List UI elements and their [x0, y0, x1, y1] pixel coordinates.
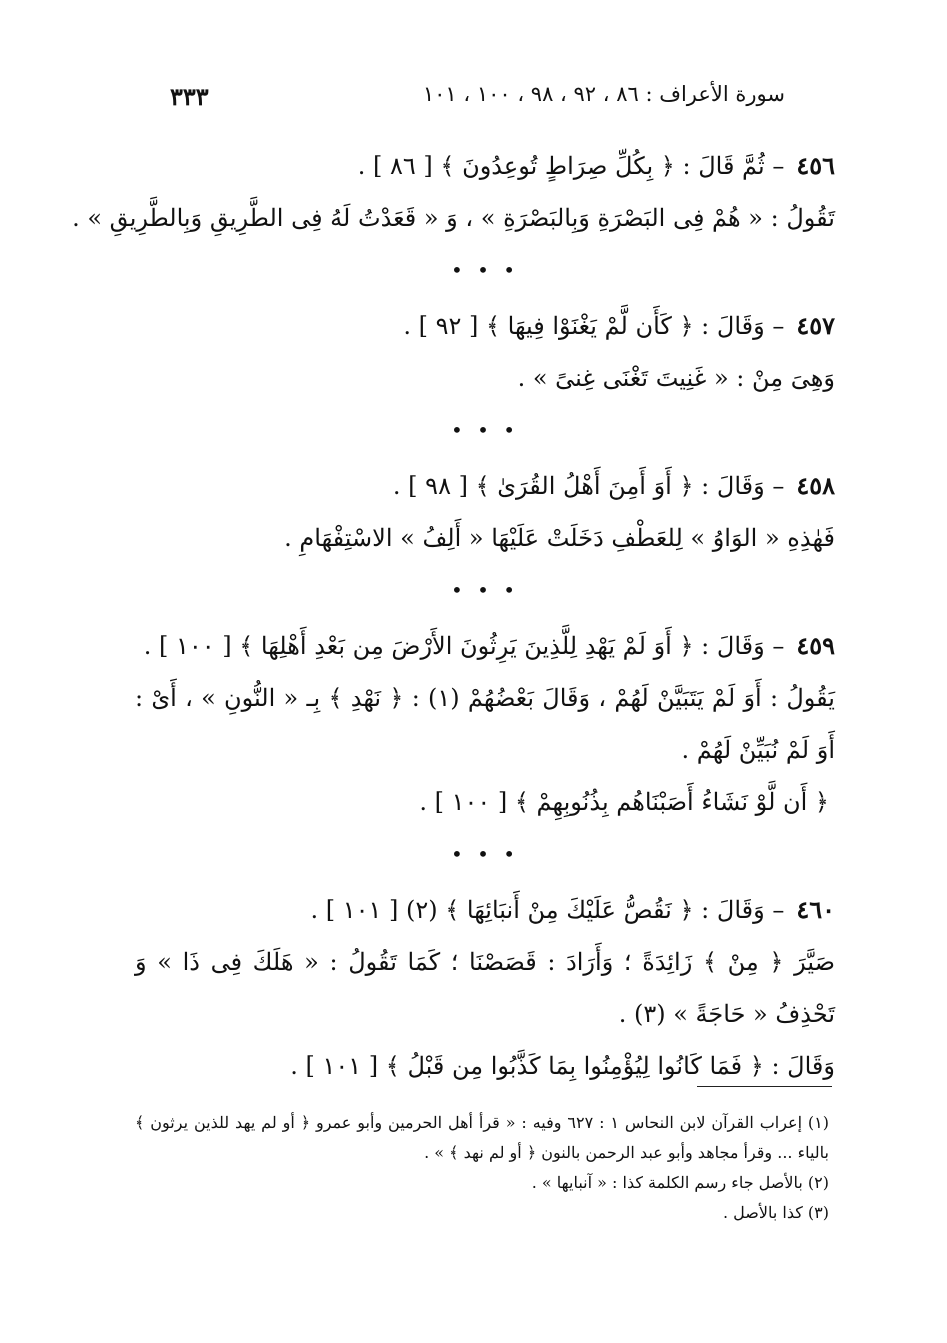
section-separator: • • • — [450, 258, 520, 282]
entry-title — [135, 884, 835, 936]
section-separator: • • • — [450, 578, 520, 602]
entry-number: ٤٦٠ — [796, 895, 835, 924]
entry-number: ٤٥٨ — [796, 471, 835, 500]
footnote: (٢) بالأصل جاء رسم الكلمة كذا : « آنبايها » . — [531, 1173, 829, 1192]
entry-title — [135, 300, 835, 352]
section-separator: • • • — [450, 418, 520, 442]
entry-title — [135, 620, 835, 672]
footnotes — [135, 1108, 829, 1228]
page-number: ٣٣٣ — [170, 82, 209, 111]
entry-text: وَقَالَ : ﴿ فَمَا كَانُوا لِيُؤْمِنُوا بِمَا كَذَّبُوا مِن قَبْلُ ﴾ [ ١٠١ ] . — [290, 1052, 835, 1080]
section-separator: • • • — [450, 842, 520, 866]
entry-number: ٤٥٧ — [796, 311, 835, 340]
entry-heading: – وَقَالَ : ﴿ نَقُصُّ عَلَيْكَ مِنْ أَنبَائِهَا ﴾ (٢) [ ١٠١ ] . — [310, 896, 785, 924]
entry-text: ﴿ أَن لَّوْ نَشَاءُ أَصَبْنَاهُم بِذُنُوبِهِمْ ﴾ [ ١٠٠ ] . — [419, 788, 829, 816]
entry-number: ٤٥٩ — [796, 631, 835, 660]
page-header — [150, 82, 785, 118]
footnote: (٣) كذا بالأصل . — [722, 1203, 829, 1222]
entry-text: صَيَّرَ ﴿ مِنْ ﴾ زَائِدَةً ؛ وَأَرَادَ : قَصَصْنَا ؛ كَمَا تَقُولُ : « هَلَكَ فِى ذَا » وَ تَحْذِفُ « حَاجَةً » (٣) . — [135, 948, 835, 1028]
entry-heading: – ثُمَّ قَالَ : ﴿ بِكُلِّ صِرَاطٍ تُوعِدُونَ ﴾ [ ٨٦ ] . — [357, 152, 785, 180]
entry-heading: – وَقَالَ : ﴿ كَأَن لَّمْ يَغْنَوْا فِيهَا ﴾ [ ٩٢ ] . — [403, 312, 785, 340]
entry-title — [135, 460, 835, 512]
footnote-divider — [697, 1086, 832, 1087]
entry-heading: – وَقَالَ : ﴿ أَوَ لَمْ يَهْدِ لِلَّذِينَ يَرِثُونَ الأَرْضَ مِن بَعْدِ أَهْلِهَا ﴾ [ ١٠٠ ] . — [143, 632, 785, 660]
entry-heading: – وَقَالَ : ﴿ أَوَ أَمِنَ أَهْلُ القُرَىٰ ﴾ [ ٩٨ ] . — [392, 472, 785, 500]
entry-number: ٤٥٦ — [796, 151, 835, 180]
entry-title — [135, 140, 835, 192]
entry-text: فَهٰذِهِ « الوَاوُ » لِلعَطْفِ دَخَلَتْ عَلَيْهَا « أَلِفُ » الاسْتِفْهَامِ . — [284, 524, 835, 552]
entry-text: وَهِىَ مِنْ : « غَنِيتَ تَغْنَى غِنىً » . — [517, 364, 835, 392]
main-text — [72, 140, 835, 1092]
footnote: (١) إعراب القرآن لابن النحاس ١ : ٦٢٧ وفيه : « قرأ أهل الحرمين وأبو عمرو ﴿ أو لم يهد للذين يرثون ﴾ بالياء ... وقرأ مجاهد وأبو عبد الرحمن بالنون ﴿ أو لم نهد ﴾ » . — [135, 1113, 830, 1162]
running-title: سورة الأعراف : ٨٦ ، ٩٢ ، ٩٨ ، ١٠٠ ، ١٠١ — [422, 82, 785, 106]
entry-text: تَقُولُ : « هُمْ فِى البَصْرَةِ وَبِالبَصْرَةِ » ، وَ « قَعَدْتُ لَهُ فِى الطَّرِيقِ وَبِالطَّرِيقِ » . — [72, 204, 835, 232]
entry-text: يَقُولُ : أَوَ لَمْ يَتَبَيَّنْ لَهُمْ ، وَقَالَ بَعْضُهُمْ (١) : ﴿ نَهْدِ ﴾ بِـ « النُّونِ » ، أَىْ : أَوَ لَمْ نُبَيِّنْ لَهُمْ . — [135, 684, 835, 764]
